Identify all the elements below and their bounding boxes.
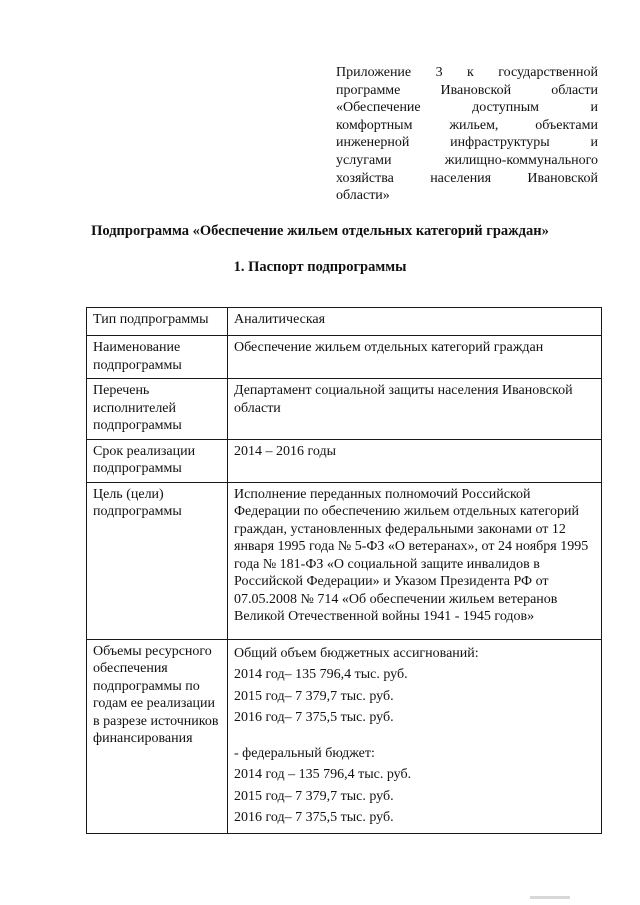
annex-line	[336, 99, 598, 117]
row-value: Аналитическая	[228, 308, 602, 336]
funding-federal-line: 2014 год – 135 796,4 тыс. руб.	[234, 767, 412, 782]
row-value: Обеспечение жильем отдельных категорий граждан	[228, 336, 602, 379]
annex-line	[336, 152, 598, 170]
subprogram-title: Подпрограмма «Обеспечение жильем отдельных категорий граждан»	[91, 223, 549, 239]
table-row	[87, 336, 602, 379]
annex-line	[336, 187, 598, 205]
funding-total-line: 2015 год– 7 379,7 тыс. руб.	[234, 688, 394, 704]
passport-table	[86, 307, 602, 834]
table-row	[87, 308, 602, 336]
annex-word: программе	[336, 82, 401, 98]
annex-word: к	[466, 65, 474, 80]
section-title: 1. Паспорт подпрограммы	[233, 259, 407, 275]
annex-word: услугами	[336, 152, 392, 168]
funding-total-line: 2016 год– 7 375,5 тыс. руб.	[234, 710, 394, 725]
annex-word: Ивановской	[440, 82, 512, 98]
annex-word: хозяйства	[336, 170, 394, 186]
annex-word: Приложение	[336, 65, 412, 80]
funding-total-heading: Общий объем бюджетных ассигнований:	[234, 645, 479, 661]
annex-word: объектами	[535, 117, 598, 133]
annex-word: Ивановской	[527, 170, 598, 186]
annex-word: доступным	[472, 100, 539, 116]
annex-line	[336, 134, 598, 152]
row-label: Срок реализации подпрограммы	[87, 439, 228, 482]
annex-word: инженерной	[336, 135, 410, 151]
row-value: Исполнение переданных полномочий Российской Федерации по обеспечению жильем отдельных категорий граждан, установленных федеральными законами от 12 января 1995 года № 5-ФЗ «О ветеранах», от 24 ноября 1995 года № 181-ФЗ «О социальной защите инвалидов в Российской Федерации» и Указом Президента РФ от 07.05.2008 № 714 «Об обеспечении жильем ветеранов Великой Отечественной войны 1941 - 1945 годов»	[228, 482, 602, 639]
table-row	[87, 482, 602, 639]
funding-label: Объемы ресурсного обеспечения подпрограммы по годам ее реализации в разрезе источников финансирования	[87, 639, 228, 833]
funding-federal-line: 2016 год– 7 375,5 тыс. руб.	[234, 810, 394, 825]
row-label: Наименование подпрограммы	[87, 336, 228, 379]
annex-line	[336, 64, 598, 82]
funding-total-line: 2014 год– 135 796,4 тыс. руб.	[234, 667, 408, 682]
annex-line	[336, 170, 598, 188]
funding-federal-line: 2015 год– 7 379,7 тыс. руб.	[234, 788, 394, 804]
annex-word: жилищно-коммунального	[444, 152, 598, 168]
annex-word: жильем,	[449, 117, 499, 133]
annex-line	[336, 82, 598, 100]
table-row	[87, 379, 602, 440]
row-value: 2014 – 2016 годы	[228, 439, 602, 482]
annex-line	[336, 117, 598, 135]
annex-word: и	[590, 135, 598, 151]
funding-value	[228, 639, 602, 833]
spacer	[234, 729, 596, 743]
table-row	[87, 439, 602, 482]
annex-word: комфортным	[336, 117, 413, 133]
annex-word: области»	[336, 188, 390, 204]
annex-word: «Обеспечение	[336, 100, 421, 116]
annex-word: населения	[430, 170, 492, 186]
annex-word: инфраструктуры	[450, 135, 550, 151]
annex-header	[336, 64, 598, 205]
funding-federal-heading: - федеральный бюджет:	[234, 745, 375, 761]
annex-word: и	[590, 100, 598, 116]
annex-word: области	[551, 82, 598, 98]
annex-word: государственной	[498, 65, 598, 80]
row-label: Тип подпрограммы	[87, 308, 228, 336]
row-value: Департамент социальной защиты населения Ивановской области	[228, 379, 602, 440]
row-label: Перечень исполнителей подпрограммы	[87, 379, 228, 440]
annex-word: 3	[435, 65, 443, 80]
table-row	[87, 639, 602, 833]
row-label: Цель (цели) подпрограммы	[87, 482, 228, 639]
scan-artifact	[530, 896, 570, 899]
